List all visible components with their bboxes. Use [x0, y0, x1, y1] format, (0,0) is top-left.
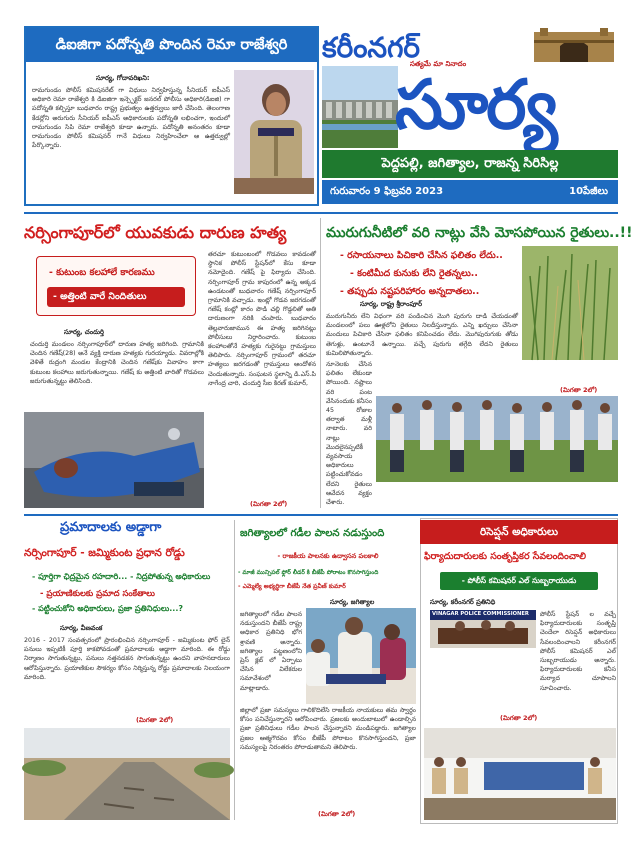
article4-headline: జగిత్యాలలో గడీల పాలన నడుస్తుంది: [240, 528, 385, 539]
article4-body: జిల్లాలో ప్రజా సమస్యలు గాలికొదిలేసి రాజకీయ నాయకులు తమ స్వార్థం కోసం పనిచేస్తున్నారని ఆరోపించారు. ప్రజలకు అందుబాటులో ఉండాల్సిన ప్రజా ప్రతినిధులు గడీల పాలన చేస్తున్నారని మండిపడ్డారు. జగిత్యాల ప్రజల ఆత్మగౌరవం కోసం బీజేపీ పోరాటం కొనసాగిస్తుందని, ప్రజా సమస్యలపై నిరంతరం పోరాడుతామని తెలిపారు.: [240, 707, 416, 751]
article4-body-left: జగిత్యాలలో గడీల పాలన నడుస్తుందని బీజేపీ రాష్ట్ర అధికార ప్రతినిధి భోగ శ్రావణి అన్నారు. జగిత్యాల పట్టణంలోని ప్రెస్ క్లబ్ లో ఏర్పాటు చేసిన విలేకరుల సమావేశంలో మాట్లాడారు.: [240, 611, 302, 692]
article4-byline: సూర్య, జగిత్యాల: [330, 598, 375, 606]
article2-byline: సూర్య, రాష్ట్ర శ్రీరాంపూర్: [360, 300, 423, 308]
article3-more: (మిగతా 2లో): [136, 716, 174, 724]
dam-photo: [322, 66, 398, 148]
article2-bullet: - తప్పుడు నష్టపరిహారం అన్నదాతలు..: [340, 286, 480, 297]
article4-bullet: - మాజీ మున్సిపల్ ఫ్లోర్ లీడర్ కి బీజేపీ పోరాటం కొనసాగిస్తుంది: [238, 570, 379, 576]
article5-more: (మిగతా 2లో): [500, 714, 538, 722]
divider: [24, 212, 618, 214]
divider: [320, 218, 321, 508]
article5-body: పోలీస్ స్టేషన్ ల వచ్చే ఫిర్యాదుదారులకు సంతృప్తి చెందేలా రిసెప్షన్ అధికారులు సేవలందించాలని కరీంనగర్ పోలీస్ కమిషనర్ ఎల్ సుబ్బరాయుడు అన్నారు. ఫిర్యాదుదారులకు కనీస మర్యాద చూపాలని సూచించారు.: [540, 611, 616, 692]
promo-body: రామగుండం పోలీస్ కమిషనరేట్ గా విధులు నిర్వహిస్తున్న సీనియర్ ఐపీఎస్ అధికారి రెమా రాజేశ్వరి కి డిఐజిగా ఇన్స్పెక్టర్ జనరల్ పోలీసు అధికారి(డిఐజి) గా పదోన్నతి కల్పిస్తూ బుధవారం రాష్ట్ర ప్రభుత్వం ఉత్తర్వులు జారీ చేసింది. తెలంగాణ కేడర్లోని అరుగురు సీనియర్ ఐపీఎస్ అధికారులకు పదోన్నతి లభించగా, ఇందులో రామగుండం సిపి రెమా రాజేశ్వరి కూడా ఉన్నారు. పదోన్నతి అనంతరం కూడా రామగుండం పోలీస్ కమిషనర్ గానే విధులు నిర్వహించేలా ఆ ఉత్తర్వుల్లో పేర్కొన్నారు.: [32, 87, 230, 150]
article1-headline: నర్సింగాపూర్‌లో యువకుడు దారుణ హత్య: [24, 223, 287, 242]
article3-bullet: - పట్టించుకోని అధికారులు, ప్రజా ప్రతినిధులు...?: [32, 604, 184, 613]
masthead-pages: 10పేజీలు: [569, 186, 608, 197]
press-meet-photo: [306, 608, 416, 704]
divider: [24, 514, 618, 516]
article3-kicker: ప్రమాదాలకు అడ్డాగా: [60, 520, 162, 535]
article3-bullet: - ప్రయాణికులకు ప్రమాద సంకేతాలు: [40, 588, 155, 598]
article3-bullet: - పూర్తిగా ఛిద్రమైన రహదారి... - నిద్రపోతున్న అధికారులు: [32, 572, 211, 581]
article5-banner: VINAGAR POLICE COMMISSIONER: [432, 611, 529, 617]
paddy-field-photo: [522, 246, 618, 360]
article3-body: 2016 - 2017 సంవత్సరంలో ప్రారంభించిన నర్సింగాపూర్ - జమ్మికుంట ఫోర్ లైన్ పనులు ఇప్పటికీ పూర్తి కాకపోవడంతో ప్రమాదాలకు అడ్డాగా మారింది. ఈ రోడ్డు నిర్మాణం సాగుతున్నట్టు, పనులు నత్తనడకన సాగుతున్నట్టు ఉందని వాహనదారులు ఆరోపిస్తున్నారు. ప్రయాణికుల సౌకర్యం కోసం నిర్మిస్తున్న రోడ్డు ప్రమాదాలకు నిలయంగా మారింది.: [24, 637, 230, 681]
article1-body-right: తరచూ కుటుంబంలో గొడవలు కావడంతో స్థానిక పోలీస్ స్టేషన్‌లో కేసు కూడా నమోదైంది. గణేష్ పై ఫిర్యాదు చేసింది. నర్సింగాపూర్ గ్రామ కాపురంలో ఉన్న అక్కడ ఉండటంతో బుధవారం గణేష్ నర్సింగాపూర్ గ్రామానికి వచ్చాడు. ఇంట్లో గొడవ జరగడంతో గణేష్ కంట్లో కారం పొడి చల్లి గొడ్డలితో అతి దారుణంగా నరికి చంపారు. బుధవారం తెల్లవారుజామున ఈ హత్య జరిగినట్లు పోలీసులు నిర్ధారించారు. కుటుంబ కలహాలతోనే హత్యకు గురైనట్టు గ్రామస్తులు తెలిపారు. నర్సింగాపూర్ గ్రామంలో తరచూ హత్యలు జరగడంతో గ్రామస్తులు ఆందోళన చెందుతున్నారు. సంఘటన స్థలాన్ని డి.ఎస్.పి నాగేంద్ర చారి, చందుర్తి సీఐ కిరణ్ కుమార్,: [208, 251, 316, 387]
officer-photo: [234, 70, 314, 194]
article5-kicker: రిసెప్షన్ అధికారులు: [420, 520, 618, 544]
article1-bullet-box: [36, 256, 196, 316]
promo-headline: డిఐజిగా పదోన్నతి పొందిన రెమా రాజేశ్వరి: [26, 28, 317, 62]
gate-illustration: [476, 28, 616, 62]
article2-bullet: - రసాయనాలు పిచికారి చేసిన ఫలితం లేదు..: [340, 250, 503, 261]
article3-byline: సూర్య, వీణవంక: [60, 624, 103, 632]
article5-byline: సూర్య, కరీంనగర్ ప్రతినిధి: [430, 598, 496, 606]
article3-headline: నర్సింగాపూర్ - జమ్మికుంట ప్రధాన రోడ్డు: [24, 547, 185, 559]
damaged-road-photo: [24, 728, 230, 820]
divider: [234, 520, 235, 820]
article1-bullet: - కుటుంబ కలహాలే కారణము: [49, 267, 155, 278]
article4-bullet: - రాజకీయ పాలనకు ఉద్వాసన పలకాలి: [277, 552, 379, 560]
article2-bullet: - కంటిమీద కునుకు లేని రైతన్నలు..: [350, 268, 478, 279]
masthead-name: సూర్య: [395, 66, 556, 145]
commissioner-office-photo: [430, 610, 536, 648]
article4-more: (మిగతా 2లో): [318, 810, 356, 818]
article2-body: మురుగునీరు లేని విధంగా వరి పండించిన మొగి పురుగు దాడి చేయడంతో మండలంలో పలు ఊళ్లలోని రైతులు నిలదీస్తున్నారు. ఎన్ని ఖర్చులు చేసినా మందులు పిచికారి చేసినా ఫలితం కనిపించడం లేదు. మొగిపురుగుకు తోడు తెగుళ్లు, ఉంటూనే ఉన్నాయి. వచ్చే పురుగు తగ్గేది లేదని రైతులు కుమిలిపోతున్నారు.: [326, 313, 518, 357]
masthead-date: గురువారం 9 ఫిబ్రవరి 2023: [330, 186, 444, 197]
article1-more: (మిగతా 2లో): [250, 500, 288, 508]
masthead-districts: పెద్దపల్లి, జగిత్యాల, రాజన్న సిరిసిల్ల: [322, 150, 618, 178]
article4-bullet: - ఎమ్మెల్యే అభ్యర్థిగా బీజేపీ నేత ప్రవీణ్ కుమార్: [238, 583, 346, 590]
article2-body-right: నూనెలకు చేసిన ఫలితం లేకుండా పోయింది. నష్టాలు వరి పంట వేసినందుకు కనీసం 45 రోజుల తర్వాత మళ్లీ నాటారు. వరి నాట్లు మొదలైనప్పటికీ వ్యవసాయ అధికారులు పట్టించుకోవడం లేదని రైతులు ఆవేదన వ్యక్తం చేశారు.: [326, 361, 372, 507]
officers-meeting-photo: [424, 728, 616, 820]
article5-headline: ఫిర్యాదుదారులకు సంతృప్తికర సేవలందించాలి: [424, 551, 587, 562]
masthead-logo-tag: సత్యమే మా నినాదం: [410, 60, 467, 68]
article5-tag: - పోలీస్ కమిషనర్ ఎల్ సుబ్బరాయుడు: [440, 572, 598, 590]
article1-body-left: చందుర్తి మండలం నర్సింగాపూర్‌లో దారుణ హత్య జరిగింది. గ్రామానికి చెందిన గణేష్(28) అనే వ్యక్తి దారుణ హత్యకు గురయ్యాడు. వివరాల్లోకి వెళితే రుద్రంగి మండల కేంద్రానికి చెందిన గణేష్‌కు వివాహం కాగా కుటుంబ కలహాలు జరుగుతున్నాయి. గణేష్ కు అత్తింటి వారితో గొడవలు జరుగుతున్నట్టు తెలిసింది.: [30, 341, 204, 385]
promo-box: [24, 26, 319, 206]
promo-byline: సూర్య, గోదావరిఖని:: [96, 74, 150, 82]
masthead-date-bar: [322, 180, 618, 204]
article1-byline: సూర్య, చందుర్తి: [64, 328, 104, 336]
masthead-city: కరీంనగర్: [322, 31, 421, 64]
crime-scene-photo: [24, 412, 204, 508]
field-officials-photo: [376, 396, 618, 482]
article1-bullet: - అత్తింటి వారే నిందితులు: [53, 291, 147, 302]
article2-headline: మురుగునీటిలో వరి నాట్లు వేసి మోసపోయిన రైతులు..!!: [326, 225, 633, 241]
article2-more: (మిగతా 2లో): [560, 386, 598, 394]
